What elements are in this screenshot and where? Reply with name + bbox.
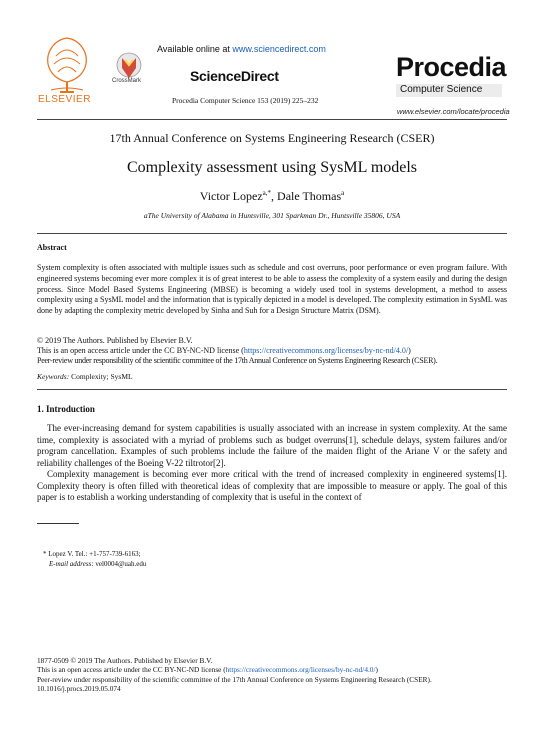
footnote-email — [43, 560, 146, 570]
author-marker: a,* — [262, 189, 272, 197]
section-heading: 1. Introduction — [37, 404, 95, 414]
journal-citation: Procedia Computer Science 153 (2019) 225–232 — [172, 96, 319, 105]
bottom-peer-review: Peer-review under responsibility of the scientific committee of the 17th Annual Conference on Systems Engineering Research (CSER). — [37, 674, 432, 684]
author-marker: a — [341, 189, 345, 197]
available-prefix: Available online at — [157, 44, 233, 54]
bottom-info-block — [37, 656, 507, 694]
abstract-heading: Abstract — [37, 243, 67, 252]
body-paragraph: The ever-increasing demand for system capabilities is usually associated with an increase in system complexity. At the same time, complexity is associated with a myriad of problems such as budget overruns[1], schedule delays, system failures and/or program cancellation. Examples of such problems include the failure of the maiden flight of the Ariane V or the safety and reliability challenges of the Boeing V-22 tiltrotor[2]. — [37, 423, 507, 468]
procedia-logo: Procedia — [396, 52, 507, 82]
conference-name: 17th Annual Conference on Systems Engineering Research (CSER) — [109, 131, 435, 145]
affiliation: aThe University of Alabama in Huntsville, 301 Sparkman Dr., Huntsville 35806, USA — [143, 211, 401, 220]
journal-homepage-link[interactable]: www.elsevier.com/locate/procedia — [397, 107, 510, 116]
license-suffix: ) — [408, 346, 411, 355]
footnote-rule — [37, 523, 79, 524]
available-online-line — [157, 44, 326, 54]
crossmark-label: CrossMark — [112, 78, 142, 84]
keywords-label: Keywords: — [37, 372, 70, 381]
elsevier-wordmark: ELSEVIER — [38, 94, 91, 105]
peer-review-line: Peer-review under responsibility of the scientific committee of the 17th Annual Conference on Systems Engineering Research (CSER). — [37, 356, 438, 365]
bottom-license-line — [37, 665, 507, 674]
license-prefix: This is an open access article under the CC BY-NC-ND license ( — [37, 346, 244, 355]
author-name: Victor Lopez — [199, 189, 263, 203]
email-label: E-mail address: — [49, 559, 94, 568]
bottom-license-suffix: ) — [375, 665, 378, 675]
author-line — [0, 189, 544, 204]
footnote — [43, 550, 146, 569]
author-separator: , — [271, 189, 278, 203]
author-name: Dale Thomas — [277, 189, 342, 203]
email-value[interactable]: vel0004@uah.edu — [93, 559, 147, 568]
abstract-bottom-divider — [37, 389, 507, 390]
license-link[interactable]: https://creativecommons.org/licenses/by-nc-nd/4.0/ — [243, 346, 409, 355]
copyright-line: © 2019 The Authors. Published by Elsevier B.V. — [37, 336, 193, 345]
body-text — [37, 423, 507, 504]
paper-title: Complexity assessment using SysML models — [126, 159, 418, 176]
bottom-license-prefix: This is an open access article under the CC BY-NC-ND license ( — [37, 665, 226, 675]
issn-line: 1877-0509 © 2019 The Authors. Published by Elsevier B.V. — [37, 656, 213, 665]
doi-line[interactable]: 10.1016/j.procs.2019.05.074 — [37, 684, 121, 694]
header-divider — [37, 119, 507, 120]
keywords-line — [37, 372, 133, 381]
abstract-text: System complexity is often associated with multiple issues such as schedule and cost overruns, poor performance or even program failure. With engineered systems becoming ever more complex it is of great interest to be able to assess the complexity of a system easily and during the design process. Since Model Based Systems Engineering (MBSE) is becoming a widely used tool in systems development, a method to assess complexity using a SysML model and the information that is typically depicted in a model is developed. The complexity estimation in SysML was done by adapting the complexity metric developed by Sinha and Suh for a Design Structure Matrix (DSM). — [37, 263, 507, 316]
bottom-license-link[interactable]: https://creativecommons.org/licenses/by-nc-nd/4.0/ — [225, 665, 376, 675]
keywords-value: Complexity; SysML — [69, 372, 133, 381]
body-paragraph: Complexity management is becoming ever more critical with the trend of increased complexity in engineered systems[1]. Complexity theory is often filled with theoretical ideas of complexity that are impossible to measure or apply. The goal of this paper is to establish a working understanding of complexity that is useful in the context of — [37, 469, 507, 502]
license-line — [37, 346, 512, 356]
footnote-contact: * Lopez V. Tel.: +1-757-739-6163; — [43, 550, 141, 558]
copyright-block — [37, 336, 512, 366]
sciencedirect-link[interactable]: www.sciencedirect.com — [232, 44, 326, 54]
journal-subtitle: Computer Science — [400, 84, 483, 95]
sciencedirect-logo: ScienceDirect — [190, 68, 279, 84]
abstract-top-divider — [37, 233, 507, 234]
